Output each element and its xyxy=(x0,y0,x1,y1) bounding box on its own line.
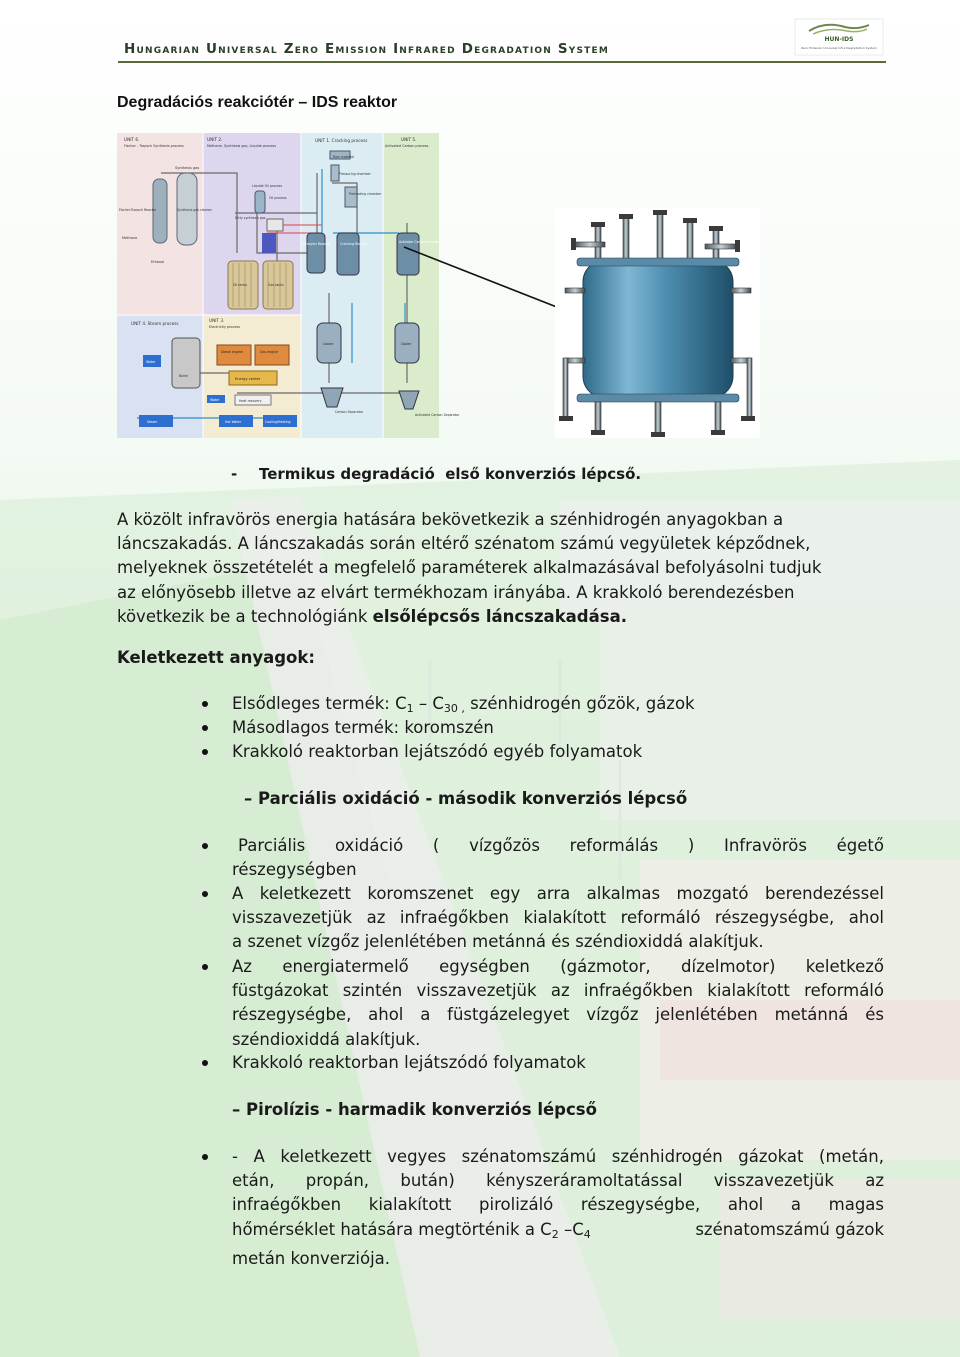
s3-line-1: - A keletkezett vegyes szénatomszámú szénhidrogén gázokat (metán, xyxy=(232,1147,884,1166)
label-pressuring: Pressuring chamber xyxy=(339,172,371,176)
bullet-dot xyxy=(202,843,208,849)
unit6-label: UNIT 6. xyxy=(124,137,140,142)
s3-line-4 xyxy=(232,1218,884,1247)
product-1-suffix: szénhidrogén gőzök, gázok xyxy=(464,694,695,713)
bullet-dot xyxy=(202,964,208,970)
label-ft-reactor: Fischer-Tropsch Reactor xyxy=(119,208,157,212)
label-synthesis-gas: Synthesis gas xyxy=(175,166,200,170)
unit1-label: UNIT 1. Cracking process xyxy=(315,138,368,143)
section3-bullet xyxy=(232,1145,884,1271)
ids-reactor-image xyxy=(555,208,760,438)
s3-line-4-prefix-text: hőmérséklet hatására megtörténik a C xyxy=(232,1219,552,1239)
logo-text: HUN-IDS xyxy=(824,36,854,43)
product-bullet-2: Másodlagos termék: koromszén xyxy=(232,718,494,737)
product-1-prefix: Elsődleges termék: C xyxy=(232,694,407,713)
s3-line-4-prefix xyxy=(232,1218,591,1247)
bullet-dot xyxy=(202,725,208,731)
label-dirty-sg: Dirty synthesis gas xyxy=(235,216,266,220)
label-gas-engine: Gas engine xyxy=(260,350,278,354)
s3-line-4-suffix: szénatomszámú gázok xyxy=(690,1219,884,1239)
header-title: Hungarian Universal Zero Emission Infrared Degradation System xyxy=(124,41,610,57)
s2b1-line-2: részegységben xyxy=(232,860,357,880)
unit2-sub: Methane, Synthesis gas, Liquide process xyxy=(207,144,276,148)
label-energy-center: Energy center xyxy=(235,377,261,381)
unit5-label: UNIT 5. xyxy=(401,137,417,142)
s2b3-line-3: részegységbe, ahol a füstgázelegyet vízgőz jelenlétében metánná és xyxy=(232,1005,884,1025)
hun-ids-logo xyxy=(795,19,883,55)
s2b1-line-1: Parciális oxidáció ( vízgőzös reformálás ) Infravörös égető xyxy=(238,836,884,855)
s3-line-3: infraégőkben kialakított pirolizáló részegységbe, ahol a magas xyxy=(232,1195,884,1215)
logo-subtitle: Zero Emission Universal Infra Degradation System xyxy=(801,46,877,50)
product-1-sub1: 1 xyxy=(406,702,414,715)
s3-line-5: metán konverziója. xyxy=(232,1248,391,1268)
s2b2-line-2: visszavezetjük az infraégőkben kialakított reformáló részegységbe, ahol xyxy=(232,908,884,928)
s2b3-line-4: széndioxiddá alakítjuk. xyxy=(232,1029,421,1049)
label-steam: Steam xyxy=(147,420,158,424)
unit2-label: UNIT 2. xyxy=(207,137,223,142)
page-heading: Degradációs reakciótér – IDS reaktor xyxy=(117,94,398,111)
s3-line-4-sub2: 4 xyxy=(583,1227,591,1241)
section3-title: – Pirolízis - harmadik konverziós lépcső xyxy=(232,1100,597,1119)
label-oil-process: Oil process xyxy=(269,196,287,200)
s2b3-line-2: füstgázokat szintén visszavezetjük az infraégőkben kialakított reformáló xyxy=(232,981,884,1001)
para-line-4: az előnyösebb illetve az elvárt termékhozam irányába. A krakkoló berendezésben xyxy=(117,582,795,602)
unit5-sub: Activated Carbon process xyxy=(385,144,429,148)
s2b3-line-1: Az energiatermelő egységben (gázmotor, dízelmotor) keletkező xyxy=(232,957,884,976)
section1-dash: - xyxy=(231,465,238,483)
unit3-sub: Electricity process xyxy=(209,325,240,329)
label-gas-tanks: Gas tanks xyxy=(268,283,284,287)
label-diesel-engine: Diesel engine xyxy=(221,350,243,354)
para-line-1: A közölt infravörös energia hatására bekövetkezik a szénhidrogén anyagokban a xyxy=(117,510,784,529)
section2-bullet-1 xyxy=(232,834,884,882)
process-diagram xyxy=(117,133,460,438)
label-cooling-heating: Cooling/Heating xyxy=(265,420,291,424)
label-raw-material: Raw material xyxy=(333,155,355,159)
para-line-2: láncszakadás. A láncszakadás során eltérő szénatom számú vegyületek képződnek, xyxy=(117,534,811,554)
label-act-carbon-sep: Activated Carbon Separator xyxy=(415,413,460,417)
products-heading: Keletkezett anyagok: xyxy=(117,648,315,667)
s3-line-2: etán, propán, bután) kényszeráramoltatással visszavezetjük az xyxy=(232,1171,884,1191)
section1-paragraph xyxy=(117,508,867,629)
label-cracking-reactor: Cracking Reactor xyxy=(340,242,368,246)
bullet-dot xyxy=(202,1060,208,1066)
label-hot-water: Hot Water xyxy=(225,420,242,424)
para-line-5-text: következik be a technológiánk xyxy=(117,606,373,626)
label-cooler-1: Cooler xyxy=(323,342,334,346)
label-methane: Methane xyxy=(122,236,138,240)
unit3-label: UNIT 3. xyxy=(209,318,225,323)
section2-title: – Parciális oxidáció - második konverziós lépcső xyxy=(244,789,688,808)
bullet-dot xyxy=(202,891,208,897)
label-oil-tanks: Oil tanks xyxy=(233,283,248,287)
s2b2-line-3: a szenet vízgőz jelenlétében metánná és széndioxiddá alakítjuk. xyxy=(232,932,764,952)
product-1-sub2: 30 , xyxy=(443,702,465,715)
unit4-label: UNIT 4. Steam process xyxy=(131,321,179,326)
label-activator-reactor: Activator Carbon Reactor xyxy=(399,240,440,244)
section2-bullet-4: Krakkoló reaktorban lejátszódó folyamatok xyxy=(232,1053,586,1072)
label-boiler: Boiler xyxy=(179,374,189,378)
section2-bullet-2 xyxy=(232,882,884,955)
s3-line-4-sub1: 2 xyxy=(551,1227,559,1241)
label-heat-recovery: Heat recovery xyxy=(239,399,262,403)
para-line-5-bold: elsőlépcsős láncszakadása. xyxy=(372,606,627,626)
bullet-dot xyxy=(202,701,208,707)
label-sg-cleaner: Synthesis gas cleaner xyxy=(177,208,212,212)
label-ethanol: Ethanol xyxy=(151,260,165,264)
product-bullet-3: Krakkoló reaktorban lejátszódó egyéb folyamatok xyxy=(232,742,643,761)
s3-line-4-mid: –C xyxy=(558,1219,584,1239)
product-1-mid: – C xyxy=(413,694,444,713)
section2-bullet-3 xyxy=(232,955,884,1052)
label-pyrolysis: Pyrolysis Reactor xyxy=(303,242,331,246)
bullet-dot xyxy=(202,1154,208,1160)
label-water-1: Water xyxy=(146,360,156,364)
header-rule xyxy=(118,61,886,63)
para-line-3: melyeknek összetételét a megfelelő paraméterek alkalmazásával befolyásolni tudjuk xyxy=(117,558,822,578)
label-preheating: Preheating chamber xyxy=(349,192,382,196)
label-carbon-sep: Carbon Separator xyxy=(335,410,364,414)
unit6-sub: Fischer - Tropsch Synthesis process xyxy=(124,144,184,148)
section1-subtitle: Termikus degradáció első konverziós lépcső. xyxy=(259,465,642,483)
para-line-5 xyxy=(117,605,867,629)
label-cooler-2: Cooler xyxy=(401,342,412,346)
s2b2-line-1: A keletkezett koromszenet egy arra alkalmas mozgató berendezéssel xyxy=(232,884,884,903)
label-water-2: Water xyxy=(210,398,220,402)
bullet-dot xyxy=(202,749,208,755)
label-liquide-oil: Liquide Oil process xyxy=(252,184,283,188)
